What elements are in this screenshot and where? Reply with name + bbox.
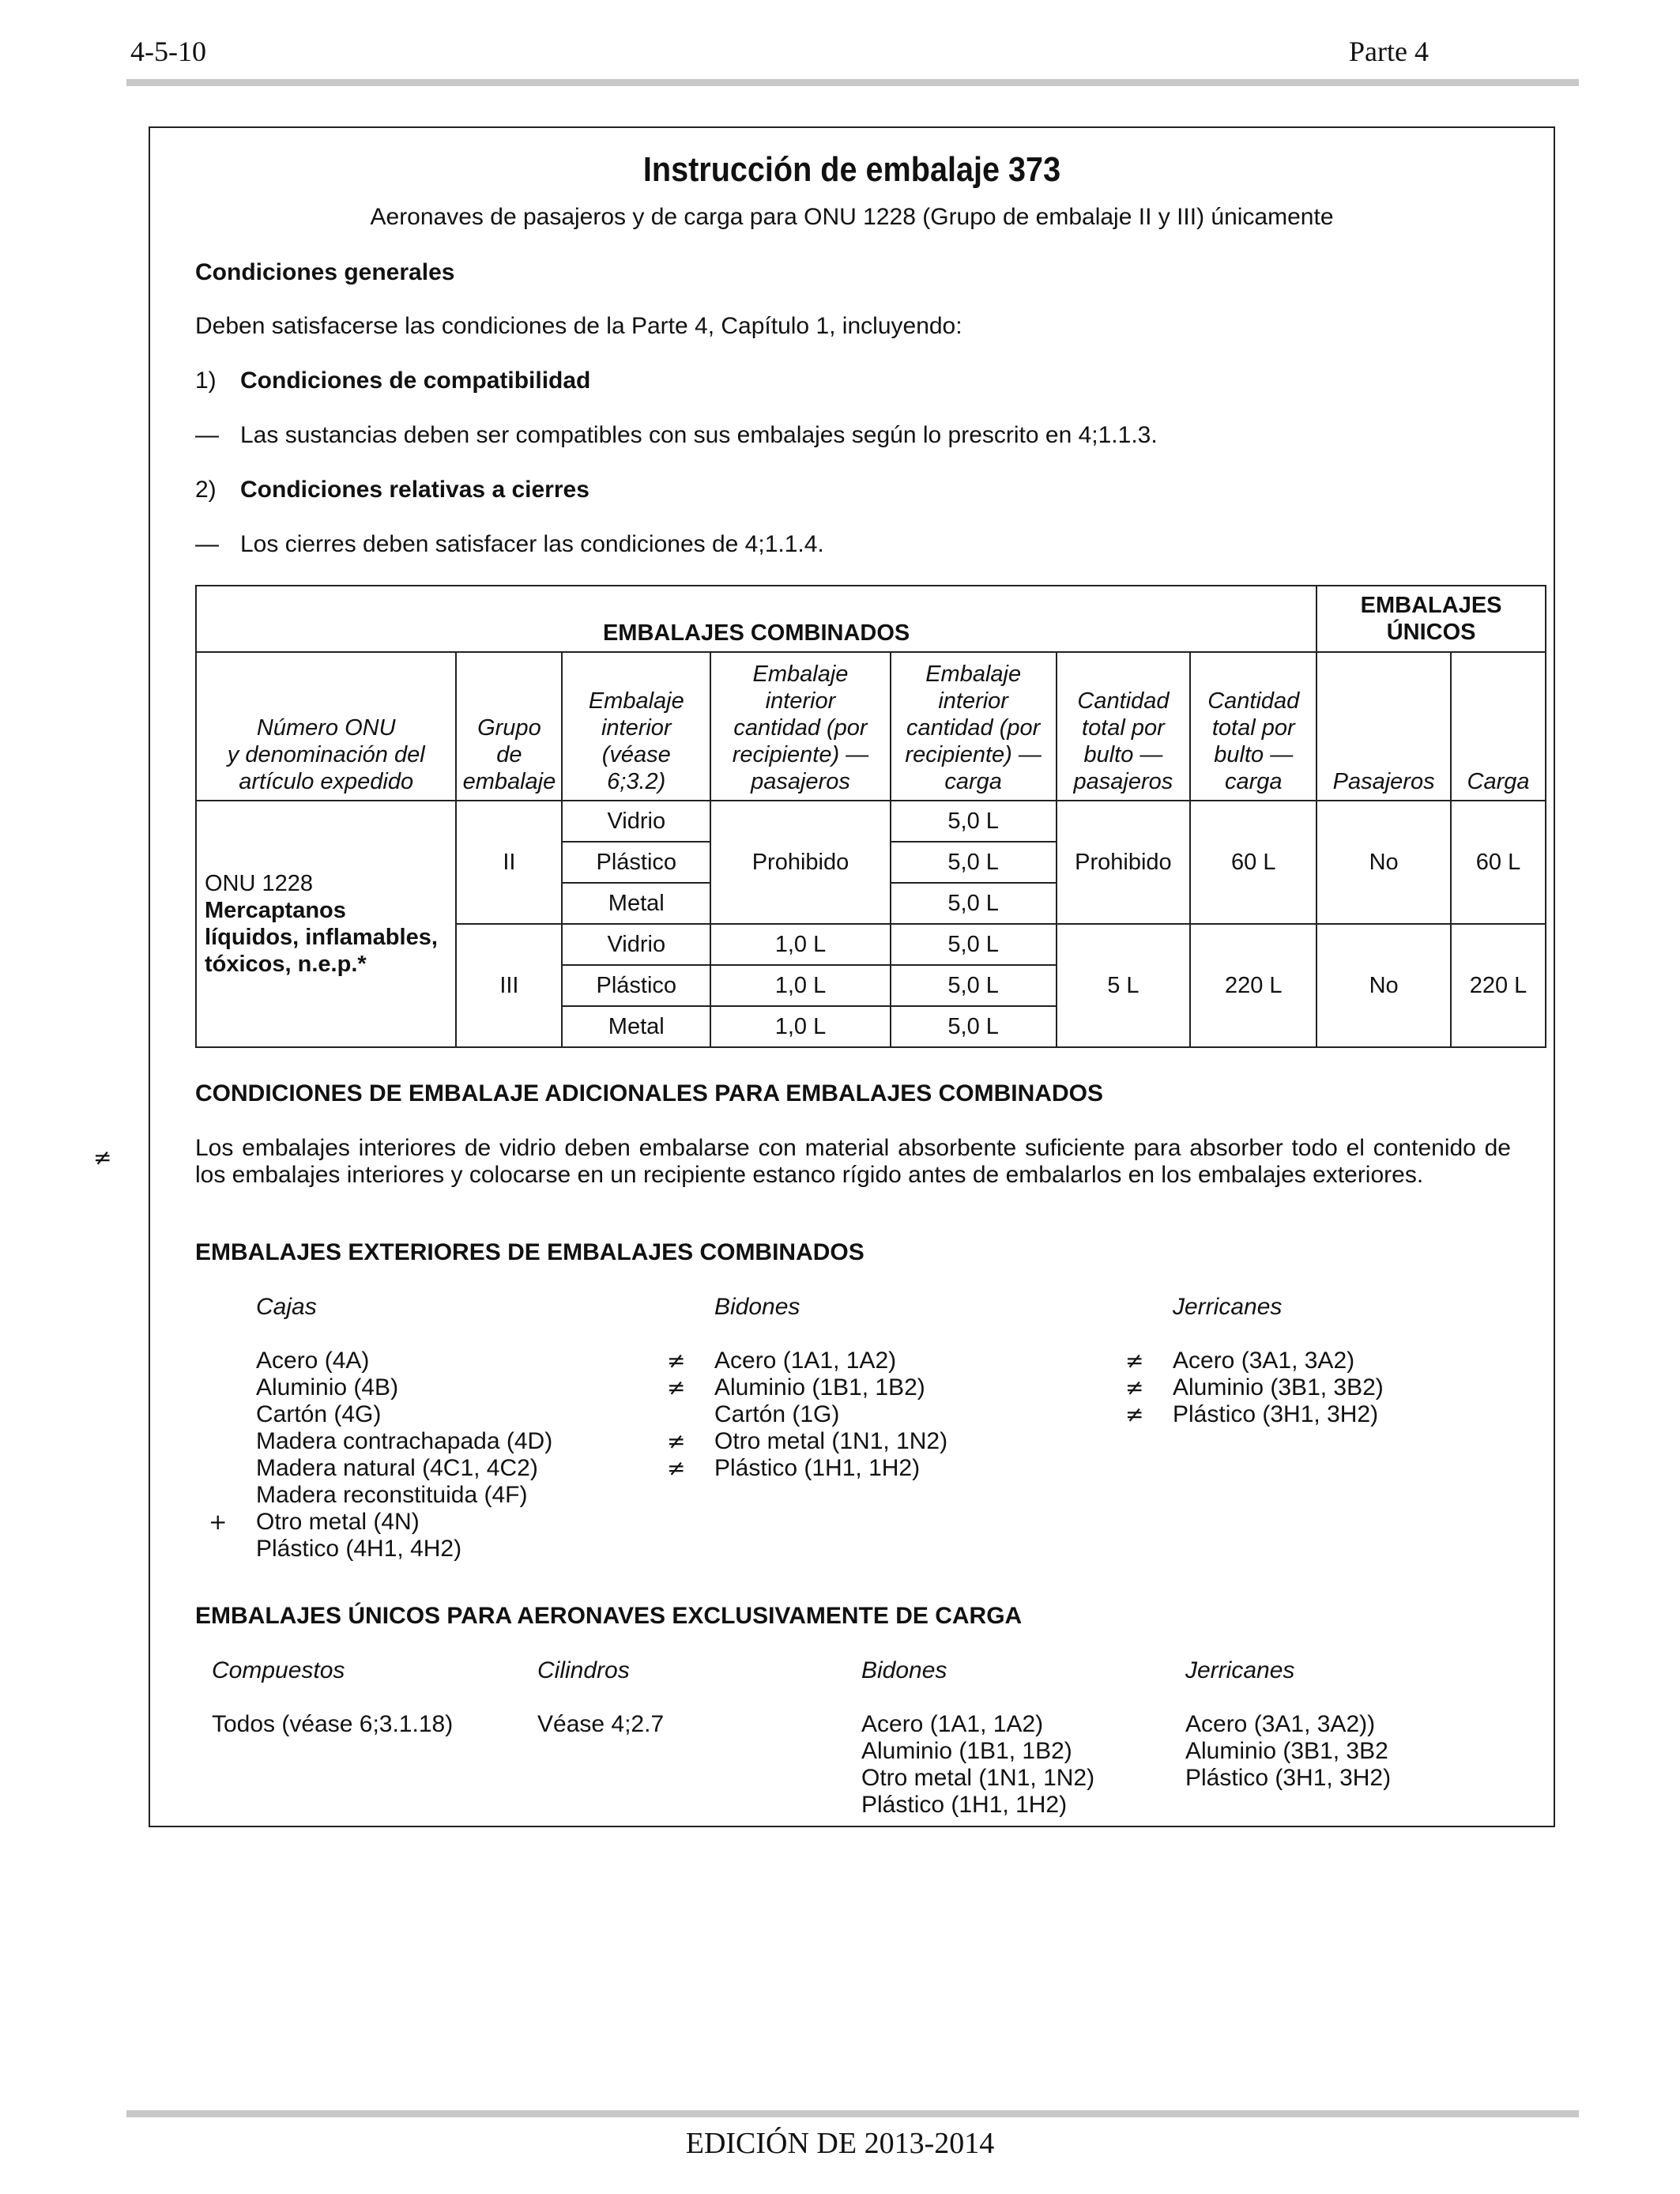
list-item: Plástico (1H1, 1H2) — [714, 1455, 921, 1481]
item-2-text: Los cierres deben satisfacer las condiciones de 4;1.1.4. — [240, 531, 824, 557]
list-item: Otro metal (1N1, 1N2) — [714, 1428, 948, 1454]
single-col-cylinders-title: Cilindros — [537, 1657, 630, 1683]
item-2-title: Condiciones relativas a cierres — [240, 477, 590, 503]
list-item: Cartón (1G) — [714, 1401, 840, 1427]
col-total-qty-passenger: Cantidad total por bulto — pasajeros — [1057, 652, 1191, 801]
single-packagings-header: EMBALAJES ÚNICOS — [1317, 586, 1546, 652]
col-inner-packaging: Embalaje interior (véase 6;3.2) — [562, 652, 710, 801]
un-entry-cell: ONU 1228 Mercaptanos líquidos, inflamables, tóxicos, n.e.p.* — [196, 801, 456, 1047]
instruction-title: Instrucción de embalaje 373 — [642, 150, 1061, 189]
list-item: Otro metal (4N) — [256, 1509, 420, 1535]
change-mark-icon: ≠ — [667, 1374, 686, 1400]
list-item: Acero (3A1, 3A2)) — [1185, 1711, 1376, 1737]
inner-qty-cargo-cell: 5,0 L — [891, 965, 1057, 1006]
change-mark-icon: ≠ — [93, 1144, 112, 1171]
combined-packagings-header: EMBALAJES COMBINADOS — [196, 586, 1317, 652]
material-cell: Metal — [562, 883, 710, 924]
footer-rule — [126, 2110, 1579, 2117]
header-rule — [126, 79, 1579, 86]
list-item: Plástico (1H1, 1H2) — [861, 1792, 1068, 1818]
inner-qty-cargo-cell: 5,0 L — [891, 883, 1057, 924]
list-item: Acero (1A1, 1A2) — [714, 1348, 897, 1374]
list-item: Acero (3A1, 3A2) — [1173, 1348, 1355, 1374]
inner-qty-passenger-ii: Prohibido — [710, 801, 891, 924]
total-qty-cargo-iii: 220 L — [1190, 924, 1317, 1047]
list-item: Aluminio (3B1, 3B2) — [1173, 1374, 1384, 1400]
single-col-composites-title: Compuestos — [212, 1657, 345, 1683]
list-item: Cartón (4G) — [256, 1401, 382, 1427]
packing-group-ii: II — [456, 801, 562, 924]
general-conditions-heading: Condiciones generales — [195, 259, 455, 285]
outer-col-boxes-title: Cajas — [256, 1294, 317, 1320]
single-composites-list — [212, 1711, 453, 1738]
instruction-subtitle: Aeronaves de pasajeros y de carga para ONU 1228 (Grupo de embalaje II y III) únicamente — [370, 204, 1334, 230]
single-passenger-iii: No — [1317, 924, 1451, 1047]
change-mark-icon: ≠ — [667, 1348, 686, 1374]
additional-conditions-heading: CONDICIONES DE EMBALAJE ADICIONALES PARA EMBALAJES COMBINADOS — [195, 1080, 1103, 1106]
single-jerricans-list — [1185, 1711, 1391, 1792]
inner-qty-cargo-cell: 5,0 L — [891, 801, 1057, 842]
item-1-number: 1) — [195, 368, 217, 394]
list-item: Aluminio (1B1, 1B2) — [861, 1738, 1072, 1764]
item-1-text: Las sustancias deben ser compatibles con sus embalajes según lo prescrito en 4;1.1.3. — [240, 422, 1158, 448]
item-1-dash: — — [195, 422, 219, 448]
material-cell: Metal — [562, 1006, 710, 1047]
total-qty-passenger-ii: Prohibido — [1057, 801, 1191, 924]
single-cargo-iii: 220 L — [1451, 924, 1546, 1047]
outer-drums-list — [664, 1348, 1075, 1482]
col-packing-group: Grupo de embalaje — [456, 652, 562, 801]
outer-col-jerricans-title: Jerricanes — [1173, 1294, 1283, 1320]
list-item: Madera natural (4C1, 4C2) — [256, 1455, 538, 1481]
change-mark-icon: ≠ — [1125, 1401, 1144, 1427]
list-item: Todos (véase 6;3.1.18) — [212, 1711, 454, 1737]
edition-footer: EDICIÓN DE 2013-2014 — [685, 2127, 995, 2160]
single-passenger-ii: No — [1317, 801, 1451, 924]
list-item: Plástico (4H1, 4H2) — [256, 1536, 462, 1562]
item-1-title: Condiciones de compatibilidad — [240, 368, 591, 394]
inner-qty-cargo-cell: 5,0 L — [891, 1006, 1057, 1047]
col-un-number: Número ONU y denominación del artículo expedido — [196, 652, 456, 801]
list-item: Plástico (3H1, 3H2) — [1185, 1765, 1392, 1791]
list-item: Madera contrachapada (4D) — [256, 1428, 553, 1454]
list-item: Aluminio (4B) — [256, 1374, 399, 1400]
single-col-jerricans-title: Jerricanes — [1185, 1657, 1295, 1683]
col-inner-qty-passenger: Embalaje interior cantidad (por recipiente) — pasajeros — [710, 652, 891, 801]
change-mark-icon: ≠ — [667, 1455, 686, 1481]
material-cell: Plástico — [562, 842, 710, 883]
col-inner-qty-cargo: Embalaje interior cantidad (por recipiente) — carga — [891, 652, 1057, 801]
packing-group-iii: III — [456, 924, 562, 1047]
list-item: Acero (4A) — [256, 1348, 370, 1374]
list-item: Aluminio (3B1, 3B2 — [1185, 1738, 1388, 1764]
col-total-qty-cargo: Cantidad total por bulto — carga — [1190, 652, 1317, 801]
outer-boxes-list — [205, 1348, 616, 1563]
item-2-number: 2) — [195, 477, 217, 503]
general-conditions-intro: Deben satisfacerse las condiciones de la Parte 4, Capítulo 1, incluyendo: — [195, 313, 962, 339]
material-cell: Vidrio — [562, 924, 710, 965]
additional-conditions-text: Los embalajes interiores de vidrio deben embalarse con material absorbente suficiente para absorber todo el contenido de los embalajes interiores y colocarse en un recipiente estanco rígido antes de embalarlos en los embalajes exteriores. — [195, 1135, 1511, 1188]
single-col-drums-title: Bidones — [861, 1657, 947, 1683]
outer-packagings-heading: EMBALAJES EXTERIORES DE EMBALAJES COMBINADOS — [195, 1239, 864, 1265]
inner-qty-cargo-cell: 5,0 L — [891, 924, 1057, 965]
material-cell: Vidrio — [562, 801, 710, 842]
inner-qty-passenger-cell: 1,0 L — [710, 924, 891, 965]
list-item: Otro metal (1N1, 1N2) — [861, 1765, 1095, 1791]
inner-qty-cargo-cell: 5,0 L — [891, 842, 1057, 883]
packaging-table — [195, 585, 1546, 1048]
single-drums-list — [861, 1711, 1094, 1819]
part-label: Parte 4 — [1349, 36, 1429, 67]
total-qty-passenger-iii: 5 L — [1057, 924, 1191, 1047]
single-cylinders-list — [537, 1711, 664, 1738]
col-single-cargo: Carga — [1451, 652, 1546, 801]
single-cargo-ii: 60 L — [1451, 801, 1546, 924]
list-item: Madera reconstituida (4F) — [256, 1482, 528, 1508]
item-2-dash: — — [195, 531, 219, 557]
change-mark-icon: ≠ — [667, 1428, 686, 1454]
outer-col-drums-title: Bidones — [714, 1294, 800, 1320]
inner-qty-passenger-cell: 1,0 L — [710, 965, 891, 1006]
total-qty-cargo-ii: 60 L — [1190, 801, 1317, 924]
list-item: Acero (1A1, 1A2) — [861, 1711, 1044, 1737]
change-mark-icon: ≠ — [1125, 1348, 1144, 1374]
inner-qty-passenger-cell: 1,0 L — [710, 1006, 891, 1047]
list-item: Aluminio (1B1, 1B2) — [714, 1374, 925, 1400]
page-reference: 4-5-10 — [130, 36, 206, 67]
list-item: Plástico (3H1, 3H2) — [1173, 1401, 1379, 1427]
list-item: Véase 4;2.7 — [537, 1711, 665, 1737]
material-cell: Plástico — [562, 965, 710, 1006]
change-mark-icon: ≠ — [1125, 1374, 1144, 1400]
outer-jerricans-list — [1122, 1348, 1517, 1428]
col-single-passenger: Pasajeros — [1317, 652, 1451, 801]
plus-mark-icon: + — [209, 1509, 228, 1535]
single-packagings-heading: EMBALAJES ÚNICOS PARA AERONAVES EXCLUSIVAMENTE DE CARGA — [195, 1603, 1023, 1629]
